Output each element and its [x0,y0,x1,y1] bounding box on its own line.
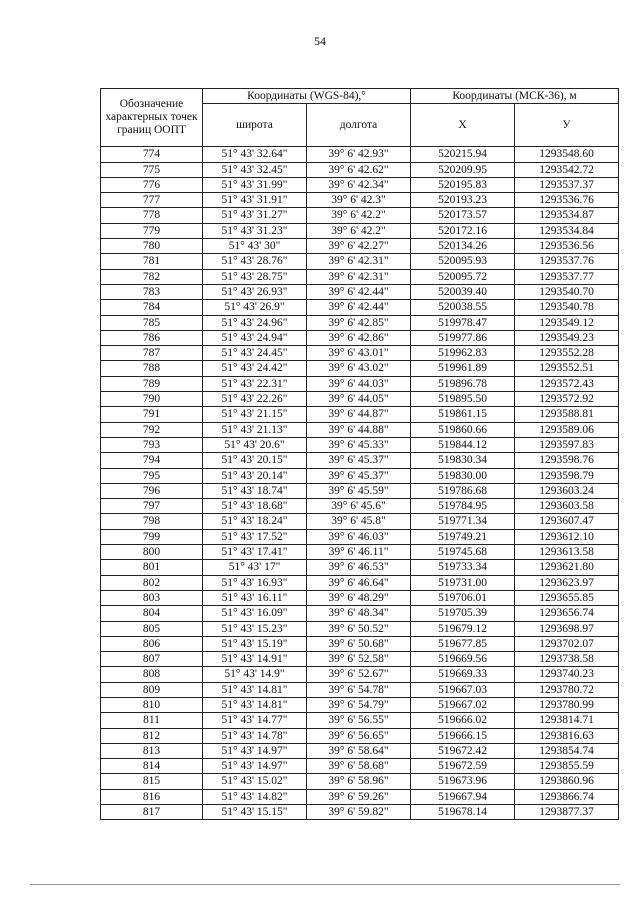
x-cell: 519830.34 [411,453,515,468]
y-header: У [515,104,619,147]
y-cell: 1293877.37 [515,805,619,820]
latitude-cell: 51° 43' 31.99" [203,177,307,192]
point-id-cell: 777 [101,193,203,208]
table-row [101,606,619,621]
y-cell: 1293816.63 [515,728,619,743]
latitude-cell: 51° 43' 24.94" [203,330,307,345]
y-cell: 1293588.81 [515,407,619,422]
longitude-cell: 39° 6' 43.01" [307,346,411,361]
point-id-cell: 787 [101,346,203,361]
latitude-cell: 51° 43' 30" [203,239,307,254]
page-bottom-rule [30,884,620,885]
latitude-cell: 51° 43' 31.91" [203,193,307,208]
x-cell: 519667.02 [411,697,515,712]
latitude-cell: 51° 43' 14.77" [203,713,307,728]
header-row-group [101,89,619,104]
x-cell: 519771.34 [411,514,515,529]
table-row [101,743,619,758]
longitude-cell: 39° 6' 42.34" [307,177,411,192]
point-id-cell: 807 [101,652,203,667]
longitude-cell: 39° 6' 56.65" [307,728,411,743]
table-row [101,682,619,697]
latitude-cell: 51° 43' 21.13" [203,422,307,437]
point-id-cell: 801 [101,560,203,575]
x-cell: 519669.56 [411,652,515,667]
longitude-cell: 39° 6' 42.3" [307,193,411,208]
x-cell: 519733.34 [411,560,515,575]
latitude-cell: 51° 43' 16.09" [203,606,307,621]
table-row [101,652,619,667]
y-cell: 1293612.10 [515,529,619,544]
longitude-cell: 39° 6' 42.31" [307,269,411,284]
x-cell: 519786.68 [411,483,515,498]
y-cell: 1293860.96 [515,774,619,789]
y-cell: 1293537.77 [515,269,619,284]
longitude-cell: 39° 6' 54.79" [307,697,411,712]
latitude-cell: 51° 43' 21.15" [203,407,307,422]
x-cell: 519679.12 [411,621,515,636]
table-row [101,193,619,208]
longitude-cell: 39° 6' 45.37" [307,453,411,468]
x-cell: 520095.72 [411,269,515,284]
y-cell: 1293540.70 [515,284,619,299]
y-cell: 1293548.60 [515,147,619,162]
wgs84-group-header: Координаты (WGS-84),° [203,89,411,104]
longitude-cell: 39° 6' 58.64" [307,743,411,758]
longitude-cell: 39° 6' 42.85" [307,315,411,330]
point-id-cell: 788 [101,361,203,376]
table-row [101,223,619,238]
x-cell: 519667.94 [411,789,515,804]
point-id-cell: 793 [101,437,203,452]
table-row [101,407,619,422]
longitude-cell: 39° 6' 59.82" [307,805,411,820]
table-row [101,254,619,269]
y-cell: 1293598.79 [515,468,619,483]
x-cell: 519784.95 [411,499,515,514]
point-id-cell: 774 [101,147,203,162]
y-cell: 1293780.99 [515,697,619,712]
x-cell: 519672.42 [411,743,515,758]
longitude-cell: 39° 6' 42.2" [307,208,411,223]
longitude-cell: 39° 6' 44.88" [307,422,411,437]
point-id-cell: 782 [101,269,203,284]
y-cell: 1293603.24 [515,483,619,498]
point-id-cell: 779 [101,223,203,238]
table-row [101,361,619,376]
y-cell: 1293866.74 [515,789,619,804]
longitude-cell: 39° 6' 58.68" [307,759,411,774]
longitude-cell: 39° 6' 45.59" [307,483,411,498]
point-id-cell: 813 [101,743,203,758]
longitude-cell: 39° 6' 56.55" [307,713,411,728]
longitude-cell: 39° 6' 50.52" [307,621,411,636]
x-cell: 519705.39 [411,606,515,621]
table-row [101,575,619,590]
latitude-cell: 51° 43' 15.02" [203,774,307,789]
longitude-cell: 39° 6' 46.03" [307,529,411,544]
point-id-cell: 789 [101,376,203,391]
y-cell: 1293613.58 [515,545,619,560]
x-cell: 519666.15 [411,728,515,743]
longitude-cell: 39° 6' 42.44" [307,284,411,299]
latitude-cell: 51° 43' 18.24" [203,514,307,529]
table-row [101,514,619,529]
point-id-cell: 803 [101,590,203,605]
table-row [101,284,619,299]
x-cell: 519678.14 [411,805,515,820]
point-id-cell: 780 [101,239,203,254]
point-id-cell: 806 [101,636,203,651]
y-cell: 1293589.06 [515,422,619,437]
longitude-cell: 39° 6' 45.8" [307,514,411,529]
table-row [101,422,619,437]
latitude-cell: 51° 43' 17.41" [203,545,307,560]
longitude-cell: 39° 6' 45.33" [307,437,411,452]
point-id-cell: 791 [101,407,203,422]
point-id-cell: 785 [101,315,203,330]
table-row [101,239,619,254]
table-row [101,483,619,498]
point-id-cell: 792 [101,422,203,437]
table-row [101,208,619,223]
x-cell: 519666.02 [411,713,515,728]
point-id-cell: 799 [101,529,203,544]
table-row [101,529,619,544]
longitude-cell: 39° 6' 44.87" [307,407,411,422]
longitude-cell: 39° 6' 43.02" [307,361,411,376]
x-cell: 519895.50 [411,392,515,407]
x-cell: 519745.68 [411,545,515,560]
longitude-cell: 39° 6' 45.6" [307,499,411,514]
x-cell: 519861.15 [411,407,515,422]
longitude-cell: 39° 6' 54.78" [307,682,411,697]
longitude-cell: 39° 6' 48.29" [307,590,411,605]
y-cell: 1293540.78 [515,300,619,315]
latitude-cell: 51° 43' 32.64" [203,147,307,162]
y-cell: 1293603.58 [515,499,619,514]
x-cell: 519672.59 [411,759,515,774]
x-cell: 520173.57 [411,208,515,223]
table-row [101,728,619,743]
y-cell: 1293534.84 [515,223,619,238]
msk36-group-header: Координаты (МСК-36), м [411,89,619,104]
y-cell: 1293702.07 [515,636,619,651]
latitude-cell: 51° 43' 22.31" [203,376,307,391]
y-cell: 1293552.28 [515,346,619,361]
x-cell: 519961.89 [411,361,515,376]
x-cell: 520038.55 [411,300,515,315]
point-header: Обозначение характерных точек границ ООПТ [101,89,203,147]
y-cell: 1293854.74 [515,743,619,758]
latitude-cell: 51° 43' 14.97" [203,759,307,774]
latitude-cell: 51° 43' 14.78" [203,728,307,743]
table-row [101,805,619,820]
latitude-cell: 51° 43' 24.42" [203,361,307,376]
x-cell: 519962.83 [411,346,515,361]
point-id-cell: 808 [101,667,203,682]
latitude-cell: 51° 43' 16.93" [203,575,307,590]
y-cell: 1293572.92 [515,392,619,407]
table-row [101,697,619,712]
latitude-cell: 51° 43' 17.52" [203,529,307,544]
table-row [101,392,619,407]
x-cell: 519978.47 [411,315,515,330]
point-id-cell: 816 [101,789,203,804]
x-cell: 519669.33 [411,667,515,682]
y-cell: 1293552.51 [515,361,619,376]
point-id-cell: 776 [101,177,203,192]
y-cell: 1293740.23 [515,667,619,682]
table-row [101,468,619,483]
y-cell: 1293621.80 [515,560,619,575]
point-id-cell: 809 [101,682,203,697]
point-id-cell: 798 [101,514,203,529]
y-cell: 1293655.85 [515,590,619,605]
longitude-cell: 39° 6' 58.96" [307,774,411,789]
latitude-cell: 51° 43' 20.14" [203,468,307,483]
x-cell: 519673.96 [411,774,515,789]
point-id-cell: 775 [101,162,203,177]
table-row [101,162,619,177]
point-id-cell: 783 [101,284,203,299]
x-cell: 520039.40 [411,284,515,299]
x-cell: 519749.21 [411,529,515,544]
table-row [101,590,619,605]
latitude-cell: 51° 43' 14.81" [203,697,307,712]
point-id-cell: 781 [101,254,203,269]
latitude-header: широта [203,104,307,147]
longitude-cell: 39° 6' 42.62" [307,162,411,177]
y-cell: 1293738.58 [515,652,619,667]
latitude-cell: 51° 43' 28.75" [203,269,307,284]
table-row [101,437,619,452]
table-row [101,300,619,315]
table-row [101,560,619,575]
y-cell: 1293623.97 [515,575,619,590]
y-cell: 1293572.43 [515,376,619,391]
point-id-cell: 812 [101,728,203,743]
table-row [101,453,619,468]
y-cell: 1293549.12 [515,315,619,330]
table-row [101,376,619,391]
x-cell: 519830.00 [411,468,515,483]
x-cell: 520134.26 [411,239,515,254]
table-row [101,499,619,514]
longitude-cell: 39° 6' 46.11" [307,545,411,560]
latitude-cell: 51° 43' 15.19" [203,636,307,651]
longitude-header: долгота [307,104,411,147]
y-cell: 1293536.76 [515,193,619,208]
table-row [101,269,619,284]
page-number: 54 [314,34,326,48]
latitude-cell: 51° 43' 24.45" [203,346,307,361]
y-cell: 1293598.76 [515,453,619,468]
x-cell: 520193.23 [411,193,515,208]
point-id-cell: 817 [101,805,203,820]
y-cell: 1293656.74 [515,606,619,621]
point-id-cell: 784 [101,300,203,315]
table-row [101,759,619,774]
longitude-cell: 39° 6' 46.64" [307,575,411,590]
point-id-cell: 786 [101,330,203,345]
latitude-cell: 51° 43' 14.82" [203,789,307,804]
table-row [101,789,619,804]
latitude-cell: 51° 43' 28.76" [203,254,307,269]
point-id-cell: 810 [101,697,203,712]
latitude-cell: 51° 43' 26.93" [203,284,307,299]
longitude-cell: 39° 6' 52.58" [307,652,411,667]
x-cell: 520195.83 [411,177,515,192]
x-cell: 520215.94 [411,147,515,162]
y-cell: 1293607.47 [515,514,619,529]
y-cell: 1293698.97 [515,621,619,636]
y-cell: 1293536.56 [515,239,619,254]
y-cell: 1293549.23 [515,330,619,345]
point-id-cell: 815 [101,774,203,789]
y-cell: 1293537.76 [515,254,619,269]
table-row [101,636,619,651]
table-body [101,147,619,820]
latitude-cell: 51° 43' 14.97" [203,743,307,758]
table-row [101,774,619,789]
table-row [101,177,619,192]
latitude-cell: 51° 43' 20.6" [203,437,307,452]
latitude-cell: 51° 43' 18.68" [203,499,307,514]
point-id-cell: 811 [101,713,203,728]
y-cell: 1293534.87 [515,208,619,223]
latitude-cell: 51° 43' 22.26" [203,392,307,407]
latitude-cell: 51° 43' 14.81" [203,682,307,697]
latitude-cell: 51° 43' 24.96" [203,315,307,330]
y-cell: 1293814.71 [515,713,619,728]
point-id-cell: 814 [101,759,203,774]
longitude-cell: 39° 6' 42.44" [307,300,411,315]
x-header: X [411,104,515,147]
longitude-cell: 39° 6' 44.03" [307,376,411,391]
table-row [101,545,619,560]
latitude-cell: 51° 43' 15.23" [203,621,307,636]
longitude-cell: 39° 6' 42.93" [307,147,411,162]
longitude-cell: 39° 6' 44.05" [307,392,411,407]
table-row [101,713,619,728]
longitude-cell: 39° 6' 52.67" [307,667,411,682]
longitude-cell: 39° 6' 42.86" [307,330,411,345]
latitude-cell: 51° 43' 18.74" [203,483,307,498]
point-id-cell: 794 [101,453,203,468]
y-cell: 1293780.72 [515,682,619,697]
point-id-cell: 797 [101,499,203,514]
table-row [101,147,619,162]
point-id-cell: 804 [101,606,203,621]
latitude-cell: 51° 43' 32.45" [203,162,307,177]
table-row [101,346,619,361]
longitude-cell: 39° 6' 46.53" [307,560,411,575]
point-id-cell: 790 [101,392,203,407]
y-cell: 1293537.37 [515,177,619,192]
point-id-cell: 778 [101,208,203,223]
latitude-cell: 51° 43' 16.11" [203,590,307,605]
longitude-cell: 39° 6' 50.68" [307,636,411,651]
latitude-cell: 51° 43' 31.23" [203,223,307,238]
latitude-cell: 51° 43' 20.15" [203,453,307,468]
table-row [101,667,619,682]
latitude-cell: 51° 43' 17" [203,560,307,575]
longitude-cell: 39° 6' 59.26" [307,789,411,804]
latitude-cell: 51° 43' 15.15" [203,805,307,820]
longitude-cell: 39° 6' 45.37" [307,468,411,483]
x-cell: 520172.16 [411,223,515,238]
table-row [101,330,619,345]
x-cell: 519896.78 [411,376,515,391]
x-cell: 519860.66 [411,422,515,437]
longitude-cell: 39° 6' 42.31" [307,254,411,269]
table-row [101,621,619,636]
x-cell: 519677.85 [411,636,515,651]
longitude-cell: 39° 6' 42.2" [307,223,411,238]
x-cell: 519977.86 [411,330,515,345]
x-cell: 520095.93 [411,254,515,269]
y-cell: 1293542.72 [515,162,619,177]
latitude-cell: 51° 43' 26.9" [203,300,307,315]
point-id-cell: 795 [101,468,203,483]
point-id-cell: 796 [101,483,203,498]
x-cell: 519731.00 [411,575,515,590]
longitude-cell: 39° 6' 42.27" [307,239,411,254]
table-row [101,315,619,330]
point-id-cell: 805 [101,621,203,636]
latitude-cell: 51° 43' 31.27" [203,208,307,223]
x-cell: 520209.95 [411,162,515,177]
latitude-cell: 51° 43' 14.9" [203,667,307,682]
y-cell: 1293597.83 [515,437,619,452]
x-cell: 519667.03 [411,682,515,697]
point-id-cell: 802 [101,575,203,590]
y-cell: 1293855.59 [515,759,619,774]
point-id-cell: 800 [101,545,203,560]
longitude-cell: 39° 6' 48.34" [307,606,411,621]
latitude-cell: 51° 43' 14.91" [203,652,307,667]
x-cell: 519844.12 [411,437,515,452]
coordinates-table [100,88,619,820]
x-cell: 519706.01 [411,590,515,605]
